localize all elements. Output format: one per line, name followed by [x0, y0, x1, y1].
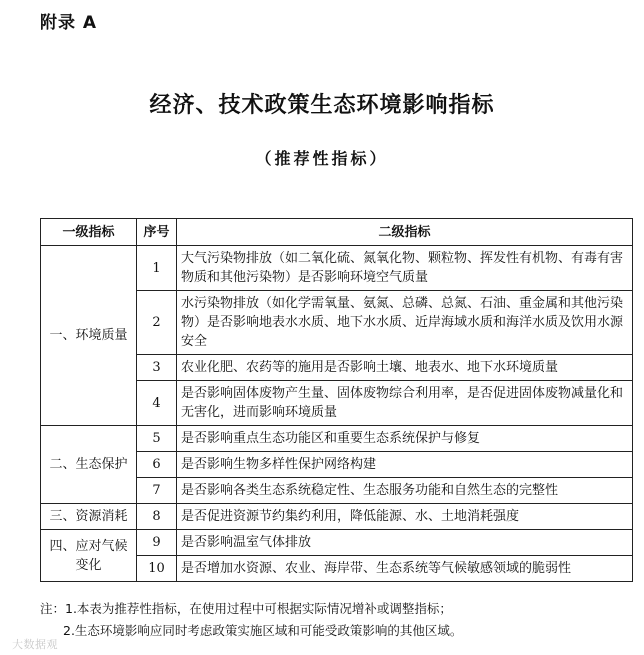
- row-indicator: 农业化肥、农药等的施用是否影响土壤、地表水、地下水环境质量: [177, 355, 633, 381]
- category-resource-consumption: 三、资源消耗: [41, 504, 137, 530]
- page-title: 经济、技术政策生态环境影响指标: [149, 93, 495, 118]
- row-indicator: 是否促进资源节约集约利用，降低能源、水、土地消耗强度: [177, 504, 633, 530]
- table-header-row: [41, 219, 633, 246]
- table-note-1: 注：1.本表为推荐性指标，在使用过程中可根据实际情况增补或调整指标；: [40, 601, 452, 616]
- page-subtitle: （推荐性指标）: [255, 149, 389, 168]
- indicator-table: [40, 218, 633, 582]
- appendix-label: 附录 A: [40, 13, 98, 33]
- row-indicator: 是否增加水资源、农业、海岸带、生态系统等气候敏感领域的脆弱性: [177, 556, 633, 582]
- category-climate-change: 四、应对气候变化: [41, 530, 137, 582]
- row-indicator: 是否影响生物多样性保护网络构建: [177, 452, 633, 478]
- row-number: 6: [137, 452, 177, 478]
- table-row: [41, 504, 633, 530]
- row-indicator: 是否影响各类生态系统稳定性、生态服务功能和自然生态的完整性: [177, 478, 633, 504]
- row-number: 10: [137, 556, 177, 582]
- table-note-2: 2.生态环境影响应同时考虑政策实施区域和可能受政策影响的其他区域。: [63, 623, 463, 638]
- row-indicator: 水污染物排放（如化学需氧量、氨氮、总磷、总氮、石油、重金属和其他污染物）是否影响地表水水质、地下水水质、近岸海域水质和海洋水质及饮用水源安全: [177, 291, 633, 355]
- row-number: 4: [137, 381, 177, 426]
- row-number: 7: [137, 478, 177, 504]
- header-level1: 一级指标: [41, 219, 137, 246]
- table-row: [41, 246, 633, 291]
- category-ecological-protection: 二、生态保护: [41, 426, 137, 504]
- category-environment-quality: 一、环境质量: [41, 246, 137, 426]
- row-indicator: 是否影响固体废物产生量、固体废物综合利用率，是否促进固体废物减量化和无害化，进而影响环境质量: [177, 381, 633, 426]
- row-number: 3: [137, 355, 177, 381]
- row-indicator: 大气污染物排放（如二氧化硫、氮氧化物、颗粒物、挥发性有机物、有毒有害物质和其他污染物）是否影响环境空气质量: [177, 246, 633, 291]
- table-row: [41, 426, 633, 452]
- table-row: [41, 530, 633, 556]
- watermark: 大数据观: [12, 638, 58, 651]
- row-number: 9: [137, 530, 177, 556]
- row-number: 8: [137, 504, 177, 530]
- row-number: 1: [137, 246, 177, 291]
- header-serial: 序号: [137, 219, 177, 246]
- row-number: 5: [137, 426, 177, 452]
- row-indicator: 是否影响温室气体排放: [177, 530, 633, 556]
- row-indicator: 是否影响重点生态功能区和重要生态系统保护与修复: [177, 426, 633, 452]
- row-number: 2: [137, 291, 177, 355]
- header-level2: 二级指标: [177, 219, 633, 246]
